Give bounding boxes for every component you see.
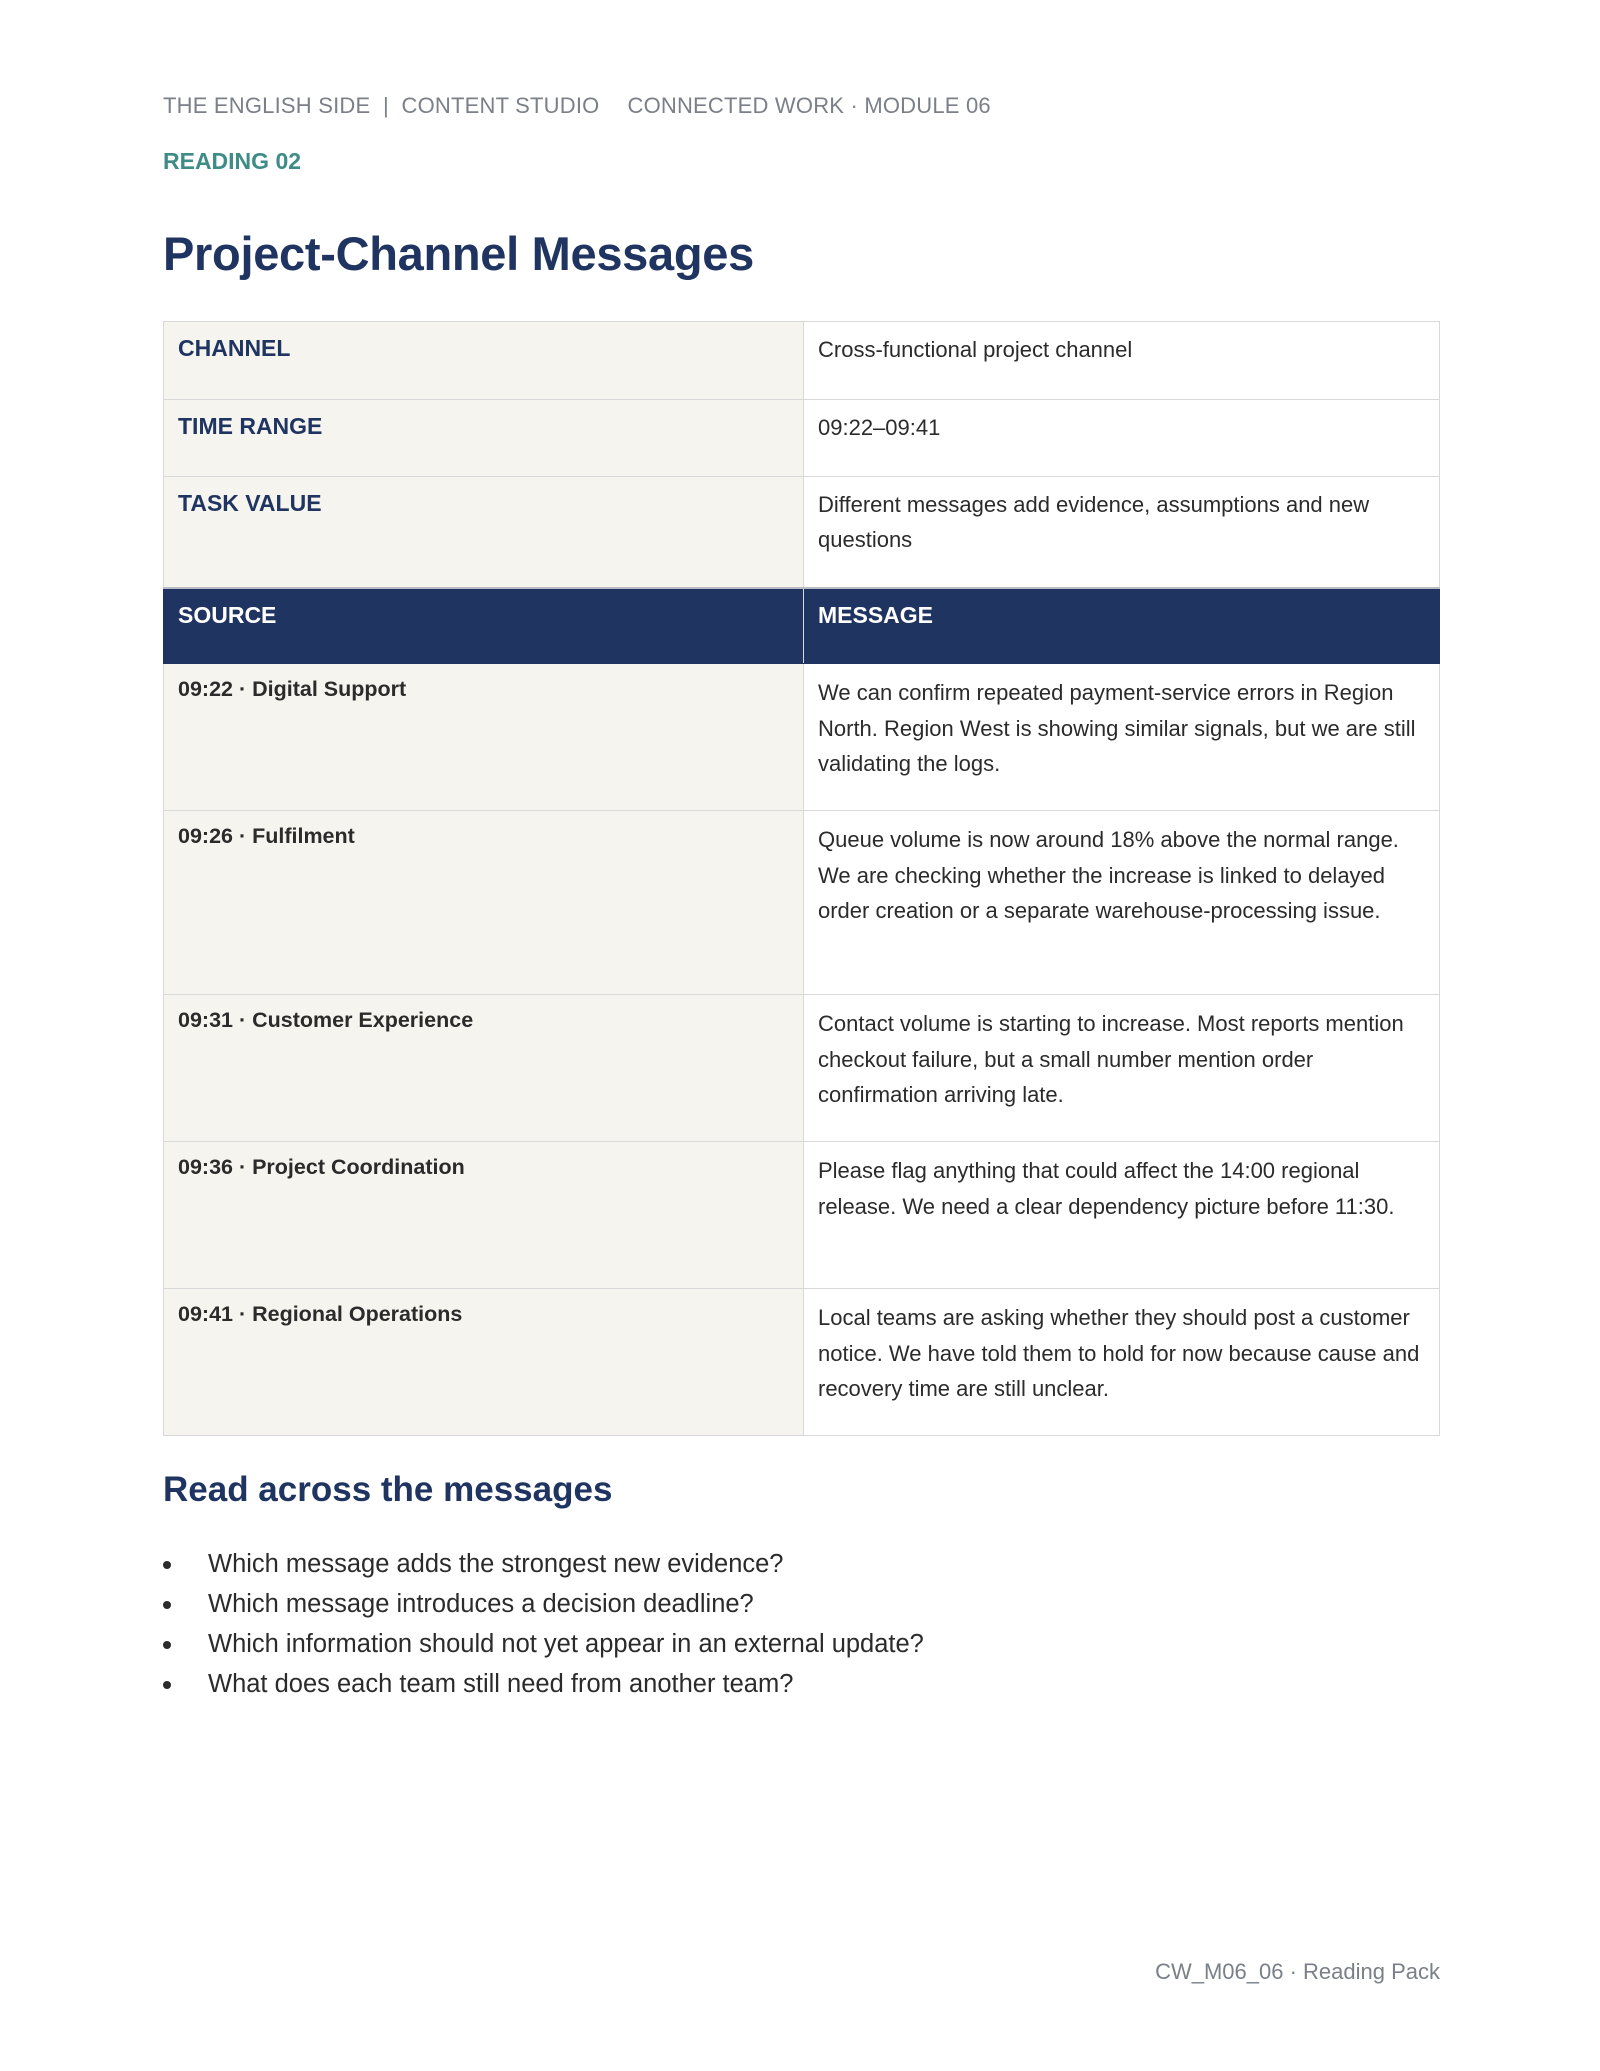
question-text: What does each team still need from another team? [208,1670,794,1698]
meta-label: CHANNEL [178,335,291,361]
message-text: Queue volume is now around 18% above the normal range. We are checking whether the increase is linked to delayed order creation or a separate warehouse-processing issue. [818,827,1399,923]
message-text: Local teams are asking whether they should post a customer notice. We have told them to hold for now because cause and recovery time are still unclear. [818,1305,1420,1401]
running-header [163,93,991,119]
bullet-icon [163,1641,171,1649]
bullet-icon [163,1561,171,1569]
meta-row-channel [164,322,1440,400]
question-text: Which message adds the strongest new evidence? [208,1550,784,1578]
module-label: CONNECTED WORK · MODULE 06 [627,93,991,118]
message-text: Contact volume is starting to increase. Most reports mention checkout failure, but a small number mention order confirmation arriving late. [818,1011,1404,1107]
table-row [164,664,1440,811]
meta-value: Different messages add evidence, assumptions and new questions [818,492,1370,552]
list-item [163,1584,924,1624]
list-item [163,1624,924,1664]
list-item [163,1544,924,1584]
meta-row-time-range [164,400,1440,477]
page-title: Project-Channel Messages [163,227,754,280]
meta-row-task-value [164,477,1440,589]
page-footer: CW_M06_06 · Reading Pack [1155,1959,1440,1984]
messages-table [163,321,1440,1436]
message-source: 09:22 · Digital Support [178,677,407,701]
meta-value: Cross-functional project channel [818,337,1133,362]
reading-kicker: READING 02 [163,148,302,174]
column-header-source: SOURCE [164,588,804,664]
table-header-row [164,588,1440,664]
questions-list [163,1544,924,1704]
bullet-icon [163,1681,171,1689]
question-text: Which information should not yet appear in an external update? [208,1630,924,1658]
list-item [163,1664,924,1704]
questions-heading: Read across the messages [163,1470,613,1509]
meta-label: TASK VALUE [178,490,322,516]
message-text: We can confirm repeated payment-service errors in Region North. Region West is showing similar signals, but we are still validating the logs. [818,680,1416,776]
message-source: 09:36 · Project Coordination [178,1155,465,1179]
table-row [164,1289,1440,1436]
column-header-message: MESSAGE [804,588,1440,664]
meta-label: TIME RANGE [178,413,323,439]
table-row [164,995,1440,1142]
message-source: 09:26 · Fulfilment [178,824,355,848]
meta-value: 09:22–09:41 [818,415,941,440]
question-text: Which message introduces a decision deadline? [208,1590,754,1618]
brand-label: THE ENGLISH SIDE | CONTENT STUDIO [163,93,600,118]
message-source: 09:31 · Customer Experience [178,1008,474,1032]
message-text: Please flag anything that could affect the 14:00 regional release. We need a clear dependency picture before 11:30. [818,1158,1395,1219]
bullet-icon [163,1601,171,1609]
table-row [164,1142,1440,1289]
table-row [164,811,1440,995]
message-source: 09:41 · Regional Operations [178,1302,463,1326]
